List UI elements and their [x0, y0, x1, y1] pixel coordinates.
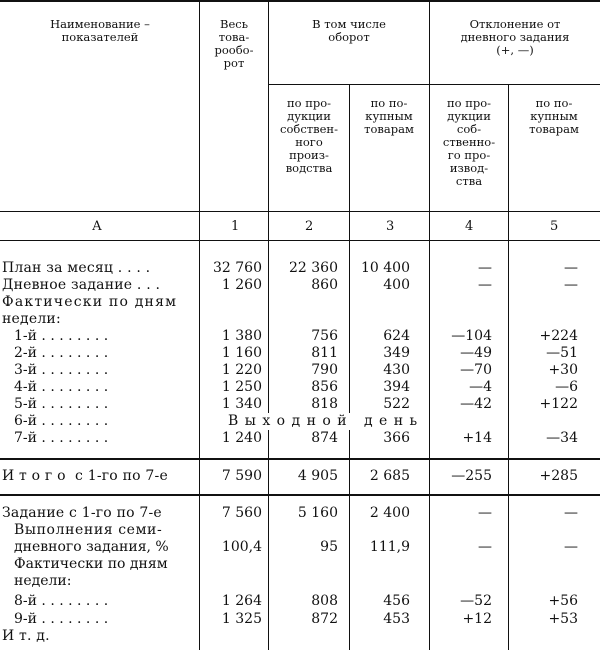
row-label: 9-й . . . . . . . .	[14, 611, 109, 627]
header-sub-bought: по по- купным товарам	[364, 96, 414, 136]
cell-own: 4 905	[297, 468, 338, 484]
index-1: 1	[231, 219, 240, 234]
row-label: 6-й . . . . . . . .	[14, 413, 109, 429]
row-label: Фактически по дням	[2, 294, 178, 310]
header-sub-dev-own: по про- дукции соб- ственно- го про- извод- ства	[442, 96, 496, 188]
table-row	[0, 328, 600, 345]
cell-bought: 10 400	[361, 260, 410, 276]
cell-total: 1 220	[221, 362, 262, 378]
row-label: 3-й . . . . . . . .	[14, 362, 109, 378]
row-label: План за месяц . . . .	[2, 260, 151, 276]
cell-own: 790	[311, 362, 338, 378]
table-row	[0, 430, 600, 447]
rule-total-bottom	[0, 494, 600, 496]
table-row	[0, 522, 600, 539]
cell-bought: 456	[383, 593, 410, 609]
cell-own: 856	[311, 379, 338, 395]
cell-total: 7 560	[221, 505, 262, 521]
cell-bought: 2 685	[369, 468, 410, 484]
cell-own: 22 360	[289, 260, 338, 276]
cell-total: 100,4	[221, 539, 262, 555]
cell-dev-bought: +224	[539, 328, 578, 344]
cell-own: 874	[311, 430, 338, 446]
row-label: Дневное задание . . .	[2, 277, 161, 293]
row-label: Фактически по дням	[14, 556, 168, 572]
cell-dev-bought: +122	[539, 396, 578, 412]
table-row	[0, 611, 600, 628]
cell-dev-bought: —34	[546, 430, 578, 446]
row-label: 2-й . . . . . . . .	[14, 345, 109, 361]
header-incl: В том числе оборот	[312, 17, 386, 44]
header-deviation: Отклонение от дневного задания (+, —)	[460, 17, 570, 57]
rule-incl-sub	[268, 84, 600, 85]
cell-dev-own: —255	[451, 468, 492, 484]
cell-dev-bought: —	[564, 260, 578, 276]
cell-dev-bought: —	[564, 277, 578, 293]
cell-dev-own: —	[478, 505, 492, 521]
cell-dev-own: —	[478, 539, 492, 555]
cell-total: 32 760	[213, 260, 262, 276]
cell-own: 860	[311, 277, 338, 293]
table-row	[0, 362, 600, 379]
cell-bought: 400	[383, 277, 410, 293]
cell-dev-own: +12	[462, 611, 492, 627]
cell-bought: 430	[383, 362, 410, 378]
row-label: Выполнения семи-	[14, 522, 163, 538]
index-3: 3	[386, 219, 395, 234]
cell-dev-own: —	[478, 260, 492, 276]
rule-top	[0, 0, 600, 2]
row-label: И т о г о с 1-го по 7-е	[2, 468, 168, 484]
cell-bought: 2 400	[369, 505, 410, 521]
cell-dev-own: —4	[469, 379, 492, 395]
table-row	[0, 628, 600, 645]
cell-dev-bought: —	[564, 539, 578, 555]
index-2: 2	[305, 219, 314, 234]
cell-dev-bought: —	[564, 505, 578, 521]
cell-total: 1 325	[221, 611, 262, 627]
cell-bought: 453	[383, 611, 410, 627]
cell-total: 1 260	[221, 277, 262, 293]
cell-dev-bought: +56	[548, 593, 578, 609]
table-row	[0, 593, 600, 610]
header-sub-dev-bought: по по- купным товарам	[529, 96, 579, 136]
row-label: 8-й . . . . . . . .	[14, 593, 109, 609]
cell-dev-own: —52	[460, 593, 492, 609]
row-label: недели:	[14, 573, 72, 589]
cell-bought: 394	[383, 379, 410, 395]
row-label: 5-й . . . . . . . .	[14, 396, 109, 412]
row-label: дневного задания, %	[14, 539, 169, 555]
index-a: А	[92, 219, 102, 234]
cell-dev-own: —	[478, 277, 492, 293]
cell-dev-own: —104	[451, 328, 492, 344]
cell-dev-own: —70	[460, 362, 492, 378]
row-label: Задание с 1-го по 7-е	[2, 505, 162, 521]
cell-total: 7 590	[221, 468, 262, 484]
row-label: недели:	[2, 311, 61, 327]
cell-own: 5 160	[297, 505, 338, 521]
table-row	[0, 396, 600, 413]
cell-total: 1 240	[221, 430, 262, 446]
header-sub-own: по про- дукции собствен- ного произ- водства	[280, 96, 338, 175]
cell-bought: 366	[383, 430, 410, 446]
row-label: 1-й . . . . . . . .	[14, 328, 109, 344]
row-label: 4-й . . . . . . . .	[14, 379, 109, 395]
table-row	[0, 556, 600, 573]
cell-total: 1 264	[221, 593, 262, 609]
rule-index-bottom	[0, 240, 600, 241]
table-row	[0, 345, 600, 362]
table-row	[0, 413, 600, 430]
row-label: И т. д.	[2, 628, 50, 644]
header-total: Весь това- рообо- рот	[214, 17, 254, 70]
cell-bought: 111,9	[369, 539, 410, 555]
day-off-text: В ы х о д н о й д е н ь	[228, 413, 419, 429]
cell-dev-bought: +30	[548, 362, 578, 378]
index-4: 4	[465, 219, 474, 234]
cell-own: 818	[311, 396, 338, 412]
header-name: Наименование – показателей	[50, 17, 150, 44]
table-row	[0, 505, 600, 522]
table-row	[0, 573, 600, 590]
cell-bought: 522	[383, 396, 410, 412]
table-row	[0, 539, 600, 556]
cell-bought: 349	[383, 345, 410, 361]
cell-dev-own: +14	[462, 430, 492, 446]
table-row	[0, 260, 600, 277]
cell-own: 872	[311, 611, 338, 627]
cell-bought: 624	[383, 328, 410, 344]
cell-dev-bought: —51	[546, 345, 578, 361]
cell-dev-own: —49	[460, 345, 492, 361]
cell-total: 1 340	[221, 396, 262, 412]
total-row	[0, 468, 600, 485]
table-row	[0, 379, 600, 396]
row-label: 7-й . . . . . . . .	[14, 430, 109, 446]
cell-dev-bought: +285	[539, 468, 578, 484]
cell-total: 1 380	[221, 328, 262, 344]
cell-own: 756	[311, 328, 338, 344]
rule-index-top	[0, 211, 600, 212]
cell-own: 95	[320, 539, 338, 555]
table-row	[0, 311, 600, 328]
cell-own: 808	[311, 593, 338, 609]
rule-total-top	[0, 458, 600, 460]
cell-dev-bought: +53	[548, 611, 578, 627]
cell-dev-bought: —6	[555, 379, 578, 395]
table-row	[0, 294, 600, 311]
cell-total: 1 250	[221, 379, 262, 395]
index-5: 5	[550, 219, 559, 234]
table-row	[0, 277, 600, 294]
cell-total: 1 160	[221, 345, 262, 361]
cell-own: 811	[311, 345, 338, 361]
index-row	[0, 218, 600, 235]
cell-dev-own: —42	[460, 396, 492, 412]
